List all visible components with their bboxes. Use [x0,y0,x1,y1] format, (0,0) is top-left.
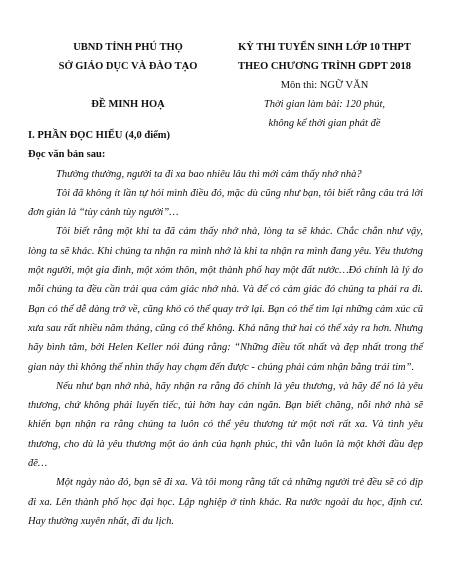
passage-paragraph: Tôi biết rằng một khi ta đã cảm thấy nhớ nhà, lòng ta sẽ khác. Chắc chắn như vậy, lòng ta sẽ khác. Khi chúng ta nhận ra mình nhớ là khi ta nhận ra mình đang yêu. Yêu thương một người, một gia đình, một xóm thôn, một thành phố hay một đất nước…Đó chính là lý do mỗi chúng ta đều cần trải qua cảm giác nhớ nhà. Và để có cảm giác đó chúng ta phải ra đi. Bạn có thể dễ dàng trở về, cũng khó có thể quay trở lại. Bạn có thể tìm lại những cảm xúc cũ xưa sau rất nhiều năm tháng, cũng có thể không. Khả năng thứ hai có thể xảy ra hơn. Nhưng hãy bình tâm, bởi Helen Keller nói đúng rằng: “Những điều tốt nhất và đẹp nhất trong thế gian này thì không thể nhìn thấy hay chạm đến được - chúng phải cảm nhận bằng trái tim”. [28,226,423,373]
exam-info-block [212,38,437,133]
exam-type-label: ĐỀ MINH HOẠ [91,99,165,110]
passage-paragraph: Tôi đã không ít lần tự hỏi mình điều đó, mặc dù cũng như bạn, tôi biết rằng câu trả lời đơn giản là “tùy cảnh tùy người”… [28,187,423,219]
passage-paragraph: Nếu như bạn nhớ nhà, hãy nhận ra rằng đó chính là yêu thương, và hãy để nó là yêu thương, chứ không phải luyến tiếc, tủi hờn hay cản ngăn. Bạn biết chăng, nỗi nhớ nhà sẽ khiến bạn nhận ra rằng chúng ta luôn có thể yêu thương từ một nơi rất xa. Và tình yêu thương, cho dù là yêu thương một áo ảnh của hạnh phúc, thì vẫn luôn là một khởi đầu đẹp đẽ… [28,380,423,470]
section-heading: I. PHẦN ĐỌC HIỂU (4,0 điểm) [28,130,171,141]
subject-label: Môn thi: NGỮ VĂN [280,80,369,91]
passage-paragraph: Thường thường, người ta đi xa bao nhiêu lâu thì mới cảm thấy nhớ nhà? [56,168,362,180]
time-limit: Thời gian làm bài: 120 phút, [263,99,386,110]
curriculum-label: THEO CHƯƠNG TRÌNH GDPT 2018 [237,61,412,72]
education-department: SỞ GIÁO DỤC VÀ ĐÀO TẠO [58,61,198,72]
province-committee: UBND TỈNH PHÚ THỌ [73,42,183,53]
reading-instruction: Đọc văn bản sau: [28,149,106,161]
time-note: không kể thời gian phát đề [268,118,381,129]
exam-body [28,126,423,531]
passage-paragraph: Một ngày nào đó, bạn sẽ đi xa. Và tôi mong rằng tất cả những người trẻ đều sẽ có dịp đi xa. Lên thành phố học đại học. Lập nghiệp ở tỉnh khác. Ra nước ngoài du học, định cư. Hay thường xuyên nhất, đi du lịch. [28,477,423,527]
exam-title: KỲ THI TUYỂN SINH LỚP 10 THPT [238,42,411,53]
issuer-block [38,38,218,114]
